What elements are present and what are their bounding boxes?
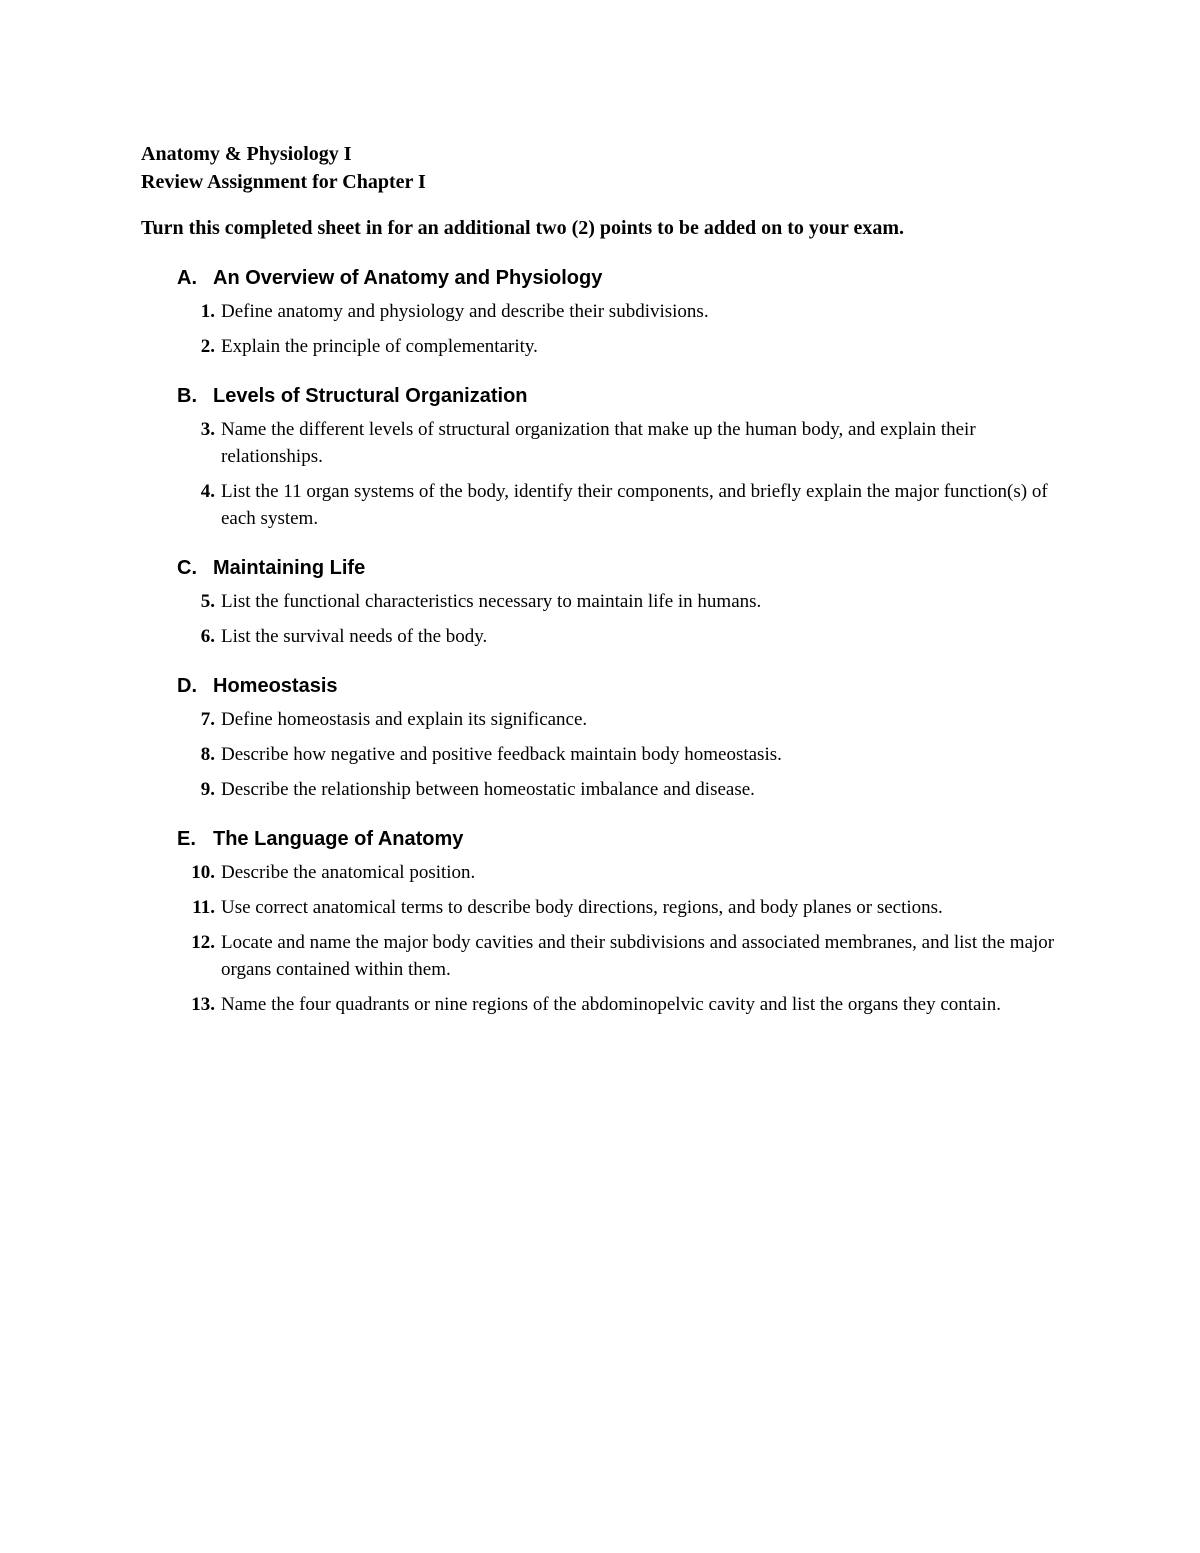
item-text: Locate and name the major body cavities and their subdivisions and associated membranes, and list the major organs contained within them. (221, 932, 1055, 980)
list-item (141, 588, 1061, 615)
section-letter: E. (177, 828, 196, 850)
section-a (141, 264, 1061, 360)
section-heading (177, 554, 1061, 582)
item-number: 8. (200, 744, 215, 765)
item-number: 12. (191, 932, 215, 953)
item-text: Define homeostasis and explain its significance. (221, 709, 588, 730)
item-number: 9. (200, 779, 215, 800)
list-item (141, 416, 1061, 470)
item-text: List the survival needs of the body. (221, 626, 488, 647)
section-title: Homeostasis (213, 675, 338, 697)
section-e (141, 825, 1061, 1018)
list-item (141, 741, 1061, 768)
section-title: The Language of Anatomy (213, 828, 464, 850)
section-heading (177, 672, 1061, 700)
list-item (141, 478, 1061, 532)
item-text: List the 11 organ systems of the body, identify their components, and briefly explain the major function(s) of each system. (221, 481, 1048, 529)
section-b (141, 382, 1061, 532)
course-title: Anatomy & Physiology I (141, 143, 352, 165)
section-letter: B. (177, 385, 197, 407)
document-page (141, 140, 1061, 1026)
item-number: 10. (191, 862, 215, 883)
section-c (141, 554, 1061, 650)
section-heading (177, 382, 1061, 410)
item-number: 4. (200, 481, 215, 502)
section-letter: A. (177, 267, 197, 289)
item-text: Describe the anatomical position. (221, 862, 476, 883)
item-text: Name the different levels of structural organization that make up the human body, and explain their relationships. (221, 419, 976, 467)
section-heading (177, 264, 1061, 292)
item-text: Describe the relationship between homeostatic imbalance and disease. (221, 779, 755, 800)
item-text: Explain the principle of complementarity. (221, 336, 538, 357)
section-d (141, 672, 1061, 803)
item-number: 6. (200, 626, 215, 647)
item-text: Define anatomy and physiology and describe their subdivisions. (221, 301, 709, 322)
list-item (141, 894, 1061, 921)
item-number: 7. (200, 709, 215, 730)
list-item (141, 706, 1061, 733)
list-item (141, 623, 1061, 650)
list-item (141, 929, 1061, 983)
section-title: Levels of Structural Organization (213, 385, 528, 407)
item-text: Use correct anatomical terms to describe body directions, regions, and body planes or sections. (221, 897, 943, 918)
section-title: Maintaining Life (213, 557, 366, 579)
item-number: 2. (200, 336, 215, 357)
item-number: 13. (191, 994, 215, 1015)
item-text: Name the four quadrants or nine regions of the abdominopelvic cavity and list the organs they contain. (221, 994, 1002, 1015)
list-item (141, 991, 1061, 1018)
section-letter: D. (177, 675, 197, 697)
section-heading (177, 825, 1061, 853)
item-number: 1. (200, 301, 215, 322)
item-text: Describe how negative and positive feedback maintain body homeostasis. (221, 744, 782, 765)
item-text: List the functional characteristics necessary to maintain life in humans. (221, 591, 762, 612)
assignment-title: Review Assignment for Chapter I (141, 171, 426, 193)
section-title: An Overview of Anatomy and Physiology (213, 267, 603, 289)
list-item (141, 859, 1061, 886)
list-item (141, 776, 1061, 803)
item-number: 3. (200, 419, 215, 440)
instruction-text: Turn this completed sheet in for an additional two (2) points to be added on to your exam. (141, 217, 905, 239)
list-item (141, 298, 1061, 325)
list-item (141, 333, 1061, 360)
section-letter: C. (177, 557, 197, 579)
item-number: 5. (200, 591, 215, 612)
item-number: 11. (192, 897, 215, 918)
